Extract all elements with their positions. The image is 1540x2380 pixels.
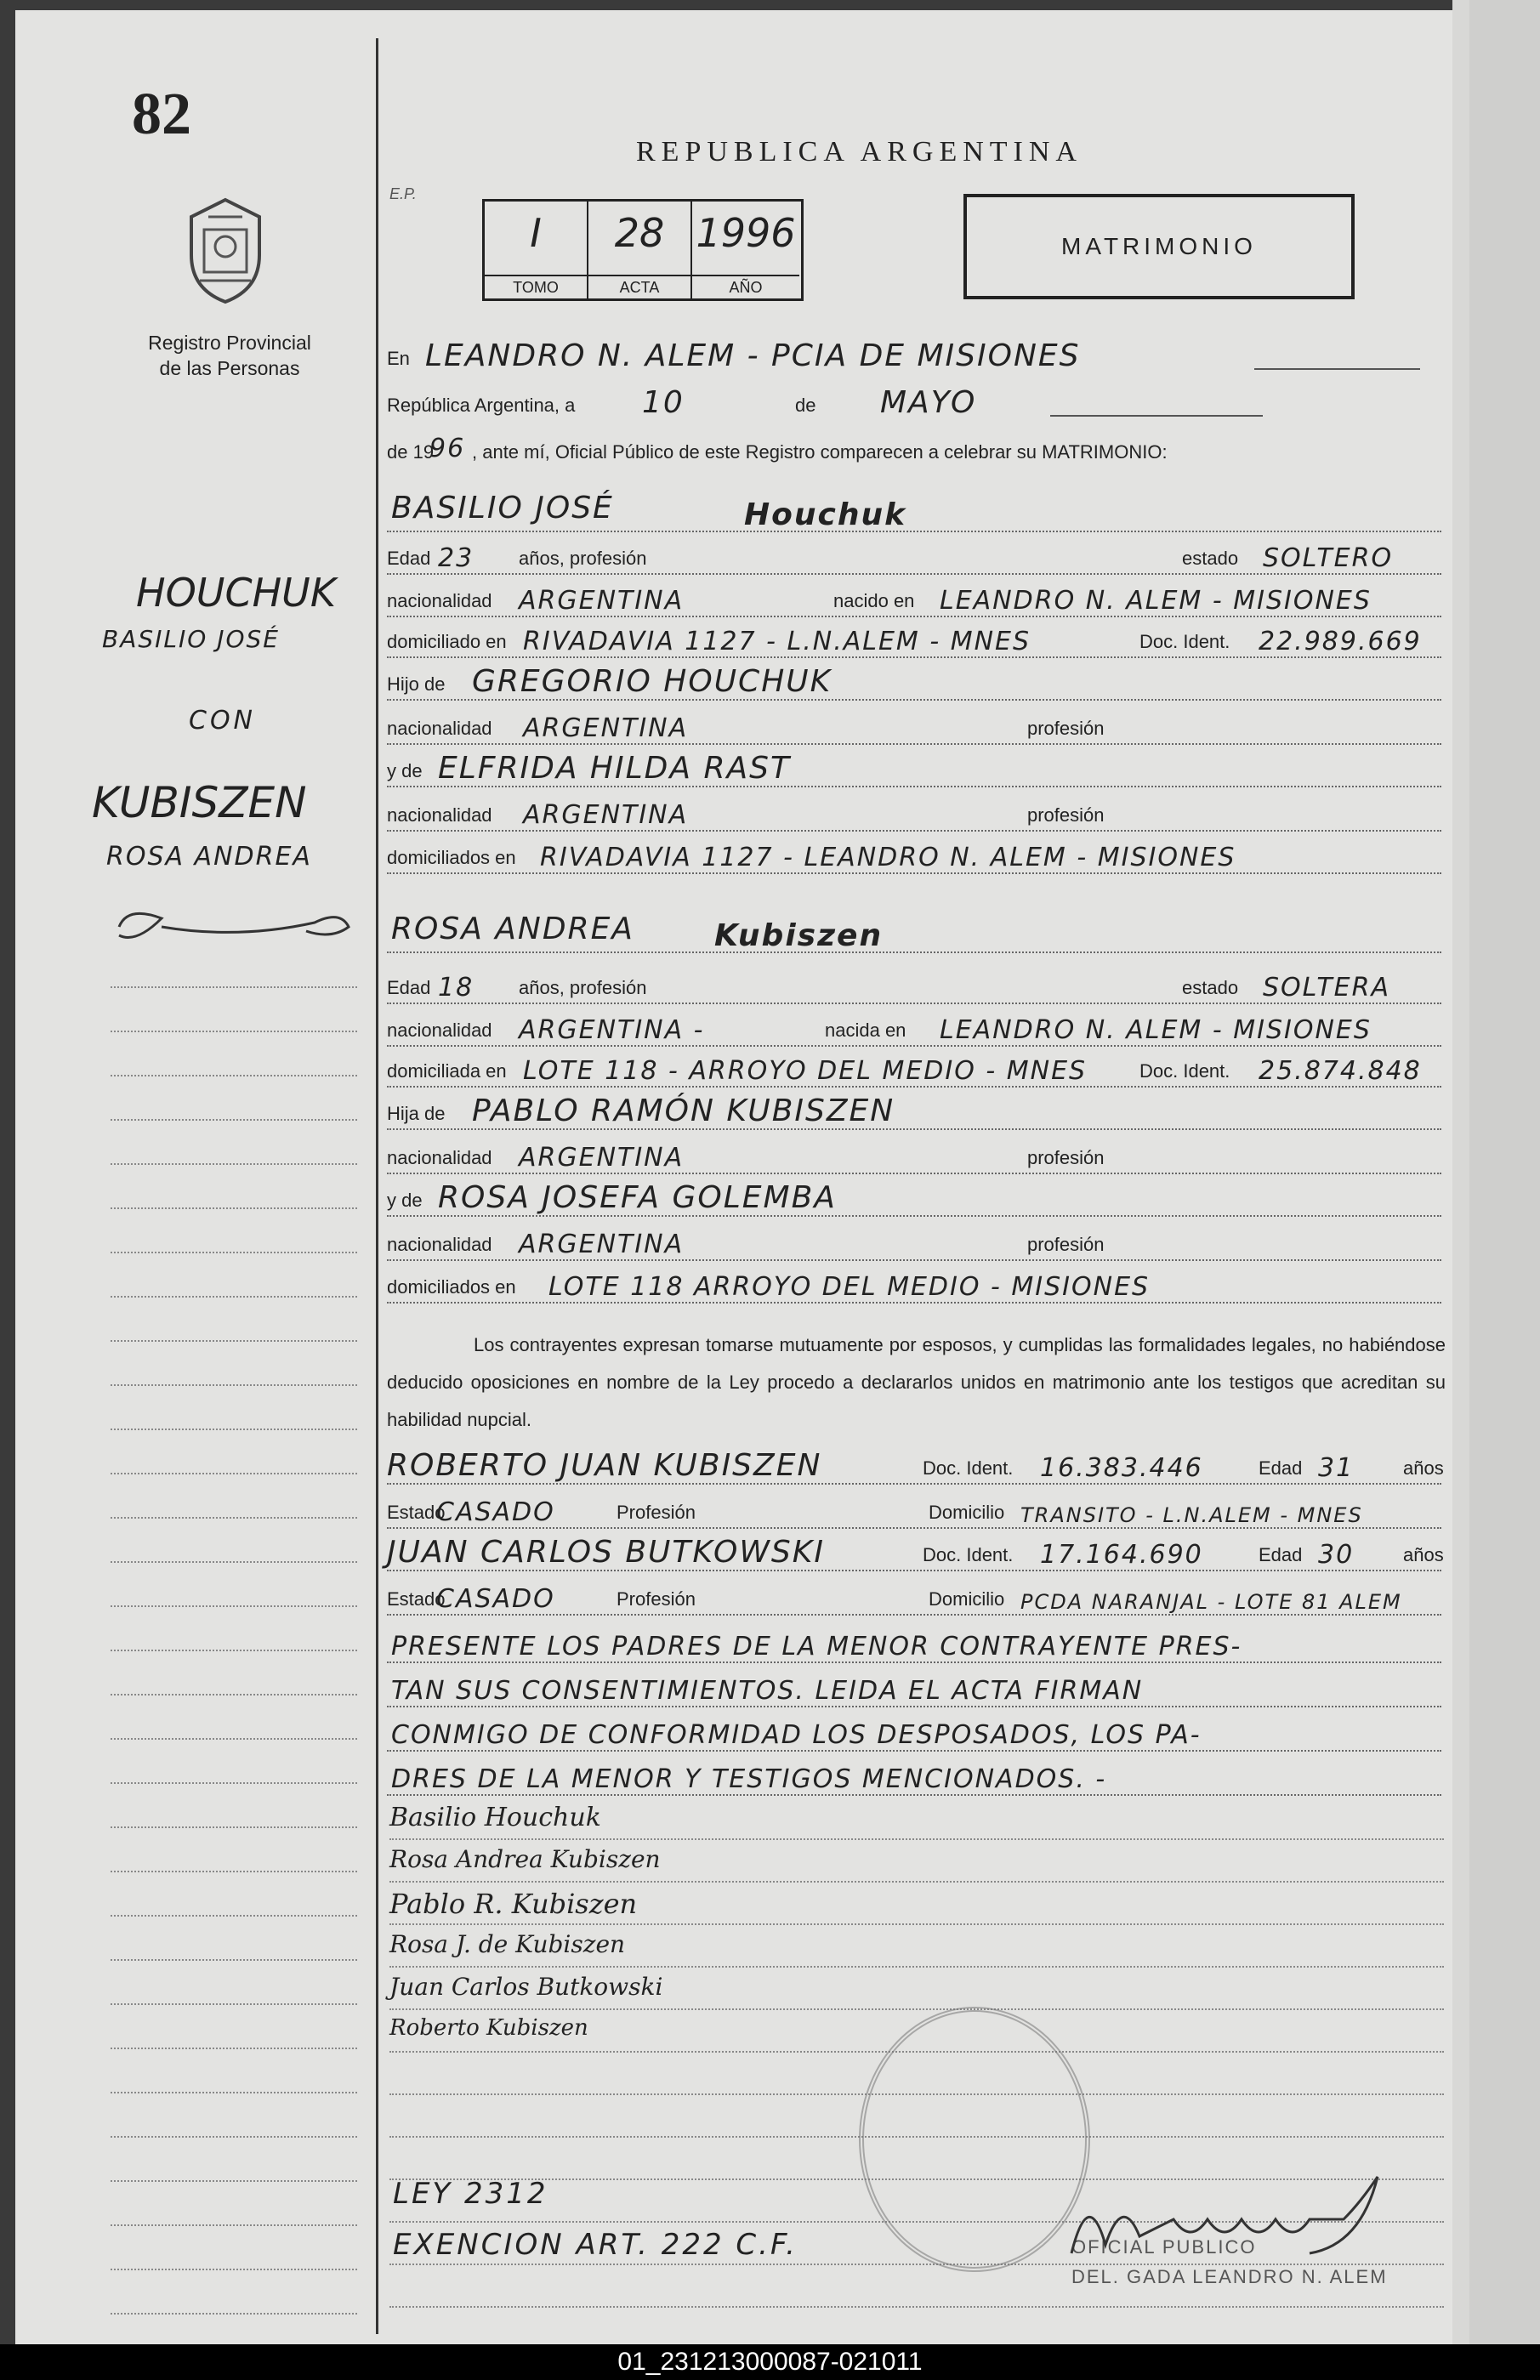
witness-2-doc: 17.164.690 (1040, 1540, 1203, 1570)
margin-surname-bride: KUBISZEN (92, 778, 307, 827)
bride-father-row (387, 1091, 1441, 1133)
bride-age: 18 (438, 973, 475, 1003)
note-text: CONMIGO DE CONFORMIDAD LOS DESPOSADOS, LOS PA- (391, 1720, 1202, 1750)
groom-mother-nat-row (387, 792, 1441, 835)
margin-rule (111, 1163, 357, 1165)
witness-2-status-row (387, 1576, 1441, 1619)
acta-value: 28 (614, 210, 665, 256)
edad-label: Edad (387, 977, 431, 998)
bride-name: ROSA ANDREA (391, 912, 634, 946)
witness-1-estado: CASADO (436, 1497, 555, 1527)
signature-groom: Basilio Houchuk (389, 1803, 601, 1832)
declaration-text: Los contrayentes expresan tomarse mutuamente por esposos, y cumplidas las formalidades legales, no habiéndose deducido oposiciones en nombre de la Ley procedo a declararlos unidos en matrimonio ante los testigos que acreditan su habilidad nupcial. (387, 1334, 1446, 1430)
ep-note: E.P. (389, 185, 417, 202)
groom-father: GREGORIO HOUCHUK (472, 664, 833, 699)
witness-2-row (387, 1532, 1444, 1575)
acta-cell (588, 202, 692, 298)
en-label: En (387, 348, 410, 369)
margin-rule (111, 2269, 357, 2270)
ruled-line (389, 1923, 1444, 1925)
margin-rule (111, 1605, 357, 1607)
ruled-line (389, 1838, 1444, 1840)
witness-1-doc: 16.383.446 (1040, 1453, 1203, 1483)
scan-id-footer: 01_231213000087-021011 (0, 2344, 1540, 2380)
groom-age-row (387, 536, 1441, 578)
note-text: PRESENTE LOS PADRES DE LA MENOR CONTRAYENTE PRES- (391, 1632, 1242, 1661)
groom-address: RIVADAVIA 1127 - L.N.ALEM - MNES (523, 627, 1031, 656)
witness-2-age: 30 (1318, 1540, 1355, 1570)
witness-2-estado: CASADO (436, 1584, 555, 1614)
margin-name-groom: BASILIO JOSÉ (102, 625, 280, 653)
margin-rule (111, 1826, 357, 1828)
bride-doc: 25.874.848 (1259, 1056, 1422, 1086)
registry-line-2: de las Personas (159, 357, 300, 379)
nacionalidad-label: nacionalidad (387, 1234, 492, 1255)
estado-label: estado (1182, 977, 1239, 998)
tomo-value: I (530, 210, 542, 256)
nacionalidad-label: nacionalidad (387, 590, 492, 611)
margin-rule (111, 1738, 357, 1740)
country-heading: REPUBLICA ARGENTINA (636, 136, 1083, 168)
bride-nationality-row (387, 1008, 1441, 1050)
margin-rule (111, 1207, 357, 1209)
doc-label: Doc. Ident. (923, 1544, 1014, 1565)
margin-rule (111, 1959, 357, 1961)
profesion-label: profesión (1027, 804, 1105, 826)
profesion-label: Profesión (617, 1588, 696, 1610)
bride-age-row (387, 965, 1441, 1008)
ano-label: AÑO (692, 275, 799, 298)
signature-witness-2: Juan Carlos Butkowski (389, 1973, 663, 2001)
record-type-box: MATRIMONIO (963, 194, 1355, 299)
margin-rule (111, 1782, 357, 1784)
nacido-label: nacido en (833, 590, 915, 611)
bride-nationality: ARGENTINA - (519, 1015, 705, 1045)
law-reference: LEY 2312 (393, 2177, 548, 2211)
page-edge-inner (1452, 0, 1469, 2355)
nacida-label: nacida en (825, 1020, 906, 1041)
groom-mother-nationality: ARGENTINA (523, 800, 689, 830)
estado-label: Estado (387, 1588, 446, 1610)
misiones-emblem-icon (183, 196, 268, 306)
margin-rule (111, 2313, 357, 2315)
exemption-note: EXENCION ART. 222 C.F. (393, 2228, 798, 2262)
month-value: MAYO (880, 385, 977, 420)
signature-bride-mother: Rosa J. de Kubiszen (389, 1930, 626, 1958)
ruled-line (389, 1881, 1444, 1883)
margin-rule (111, 1517, 357, 1519)
note-line-3 (387, 1713, 1441, 1755)
domiciliado-label: domiciliado en (387, 631, 507, 652)
groom-mother: ELFRIDA HILDA RAST (438, 751, 791, 786)
margin-surname-groom: HOUCHUK (136, 570, 337, 616)
bride-parents-address: LOTE 118 ARROYO DEL MEDIO - MISIONES (548, 1272, 1151, 1302)
groom-age: 23 (438, 543, 475, 573)
margin-rule (111, 1429, 357, 1430)
estado-label: estado (1182, 548, 1239, 569)
acta-label: ACTA (588, 275, 690, 298)
official-signature-icon (1054, 2168, 1395, 2270)
margin-rule (111, 2180, 357, 2182)
margin-rule (111, 1561, 357, 1563)
margin-rule (111, 1871, 357, 1872)
de-label: de (795, 395, 816, 416)
groom-estado: SOLTERO (1263, 543, 1394, 573)
groom-name-row (387, 476, 1441, 536)
witness-1-name: ROBERTO JUAN KUBISZEN (387, 1448, 822, 1483)
anos-profesion-label: años, profesión (519, 977, 647, 998)
stamp-line-1: OFICIAL PUBLICO (1071, 2236, 1257, 2258)
anos-profesion-label: años, profesión (519, 548, 647, 569)
hijo-label: Hijo de (387, 673, 446, 695)
estado-label: Estado (387, 1502, 446, 1523)
groom-surname: Houchuk (744, 497, 907, 532)
groom-name: BASILIO JOSÉ (391, 491, 614, 525)
nacionalidad-label: nacionalidad (387, 718, 492, 739)
witness-2-address: PCDA NARANJAL - LOTE 81 ALEM (1020, 1590, 1402, 1614)
domicilio-label: Domicilio (929, 1502, 1005, 1523)
profesion-label: profesión (1027, 1234, 1105, 1255)
margin-name-bride: ROSA ANDREA (106, 842, 312, 872)
domiciliada-label: domiciliada en (387, 1060, 507, 1082)
margin-rule (111, 2224, 357, 2226)
margin-rule (111, 1296, 357, 1298)
bride-mother: ROSA JOSEFA GOLEMBA (438, 1180, 837, 1215)
bride-address-row (387, 1048, 1441, 1091)
groom-parents-address-row (387, 835, 1441, 878)
doc-label: Doc. Ident. (1139, 1060, 1230, 1082)
bride-parents-address-row (387, 1264, 1441, 1307)
margin-flourish-icon (111, 901, 357, 952)
groom-birthplace: LEANDRO N. ALEM - MISIONES (940, 586, 1372, 616)
hija-label: Hija de (387, 1103, 446, 1124)
y-de-label: y de (387, 1190, 423, 1211)
groom-father-nationality: ARGENTINA (523, 713, 689, 743)
year-label: de 19 (387, 441, 435, 463)
nacionalidad-label: nacionalidad (387, 1020, 492, 1041)
stamp-line-2: DEL. GADA LEANDRO N. ALEM (1071, 2266, 1388, 2287)
registry-label (128, 330, 332, 381)
intro-row (387, 429, 1441, 472)
year-value: 96 (429, 434, 466, 463)
date-row (387, 383, 1441, 425)
ruled-line (389, 1966, 1444, 1968)
groom-address-row (387, 619, 1441, 662)
day-value: 10 (642, 385, 685, 420)
margin-rule (111, 1075, 357, 1076)
tomo-label: TOMO (485, 275, 587, 298)
margin-con: CON (189, 706, 257, 736)
margin-rule (111, 986, 357, 988)
edad-label: Edad (1259, 1544, 1303, 1565)
margin-rule (111, 1473, 357, 1474)
witness-1-age: 31 (1318, 1453, 1355, 1483)
groom-doc: 22.989.669 (1259, 627, 1422, 656)
profesion-label: profesión (1027, 718, 1105, 739)
profesion-label: profesión (1027, 1147, 1105, 1168)
note-text: TAN SUS CONSENTIMIENTOS. LEIDA EL ACTA FIRMAN (391, 1676, 1144, 1706)
margin-divider (376, 38, 378, 2334)
groom-parents-address: RIVADAVIA 1127 - LEANDRO N. ALEM - MISIONES (540, 843, 1236, 872)
registry-line-1: Registro Provincial (148, 332, 311, 354)
margin-rule (111, 1384, 357, 1386)
bride-surname: Kubiszen (714, 918, 884, 953)
groom-father-row (387, 662, 1441, 704)
margin-rule (111, 1031, 357, 1032)
profesion-label: Profesión (617, 1502, 696, 1523)
witness-1-address: TRANSITO - L.N.ALEM - MNES (1020, 1503, 1363, 1527)
witness-1-row (387, 1446, 1444, 1488)
note-line-2 (387, 1668, 1441, 1711)
groom-mother-row (387, 748, 1441, 791)
note-text: DRES DE LA MENOR Y TESTIGOS MENCIONADOS. - (391, 1764, 1107, 1794)
margin-rule (111, 2092, 357, 2093)
anos-label: años (1403, 1457, 1444, 1479)
place-value: LEANDRO N. ALEM - PCIA DE MISIONES (425, 338, 1081, 373)
doc-label: Doc. Ident. (1139, 631, 1230, 652)
groom-nationality-row (387, 578, 1441, 621)
y-de-label: y de (387, 760, 423, 781)
place-row (387, 336, 1441, 378)
record-box (482, 199, 804, 301)
margin-rule (111, 2048, 357, 2049)
note-line-1 (387, 1624, 1441, 1667)
margin-rule (111, 2003, 357, 2005)
domiciliados-label: domiciliados en (387, 847, 516, 868)
edad-label: Edad (387, 548, 431, 569)
folio-number: 82 (132, 82, 191, 147)
nacionalidad-label: nacionalidad (387, 804, 492, 826)
margin-rule (111, 1915, 357, 1917)
republica-label: República Argentina, a (387, 395, 576, 416)
ano-value: 1996 (696, 210, 796, 256)
bride-address: LOTE 118 - ARROYO DEL MEDIO - MNES (523, 1056, 1088, 1086)
margin-rule (111, 1650, 357, 1651)
bride-father-nationality: ARGENTINA (519, 1143, 685, 1173)
margin-rule (111, 1119, 357, 1121)
signature-bride: Rosa Andrea Kubiszen (389, 1845, 661, 1873)
domiciliados-label: domiciliados en (387, 1276, 516, 1298)
margin-rule (111, 1694, 357, 1696)
signature-bride-father: Pablo R. Kubiszen (389, 1888, 638, 1920)
bride-name-row (387, 897, 1441, 957)
tomo-cell (485, 202, 588, 298)
ruled-line (389, 2306, 1444, 2308)
doc-label: Doc. Ident. (923, 1457, 1014, 1479)
groom-father-nat-row (387, 706, 1441, 748)
edad-label: Edad (1259, 1457, 1303, 1479)
nacionalidad-label: nacionalidad (387, 1147, 492, 1168)
bride-father: PABLO RAMÓN KUBISZEN (472, 1093, 895, 1128)
note-line-4 (387, 1757, 1441, 1799)
witness-2-name: JUAN CARLOS BUTKOWSKI (387, 1535, 826, 1570)
ruled-line (389, 2008, 1444, 2010)
anos-label: años (1403, 1544, 1444, 1565)
bride-mother-row (387, 1178, 1441, 1220)
margin-rule (111, 1340, 357, 1342)
witness-1-status-row (387, 1490, 1441, 1532)
domicilio-label: Domicilio (929, 1588, 1005, 1610)
bride-mother-nationality: ARGENTINA (519, 1230, 685, 1259)
bride-estado: SOLTERA (1263, 973, 1390, 1003)
margin-rule (111, 2136, 357, 2138)
intro-text: , ante mí, Oficial Público de este Registro comparecen a celebrar su MATRIMONIO: (472, 441, 1168, 463)
signature-witness-1: Roberto Kubiszen (389, 2015, 588, 2041)
groom-nationality: ARGENTINA (519, 586, 685, 616)
margin-rule (111, 1252, 357, 1253)
bride-birthplace: LEANDRO N. ALEM - MISIONES (940, 1015, 1372, 1045)
ano-cell (692, 202, 799, 298)
bride-father-nat-row (387, 1135, 1441, 1178)
bride-mother-nat-row (387, 1222, 1441, 1264)
